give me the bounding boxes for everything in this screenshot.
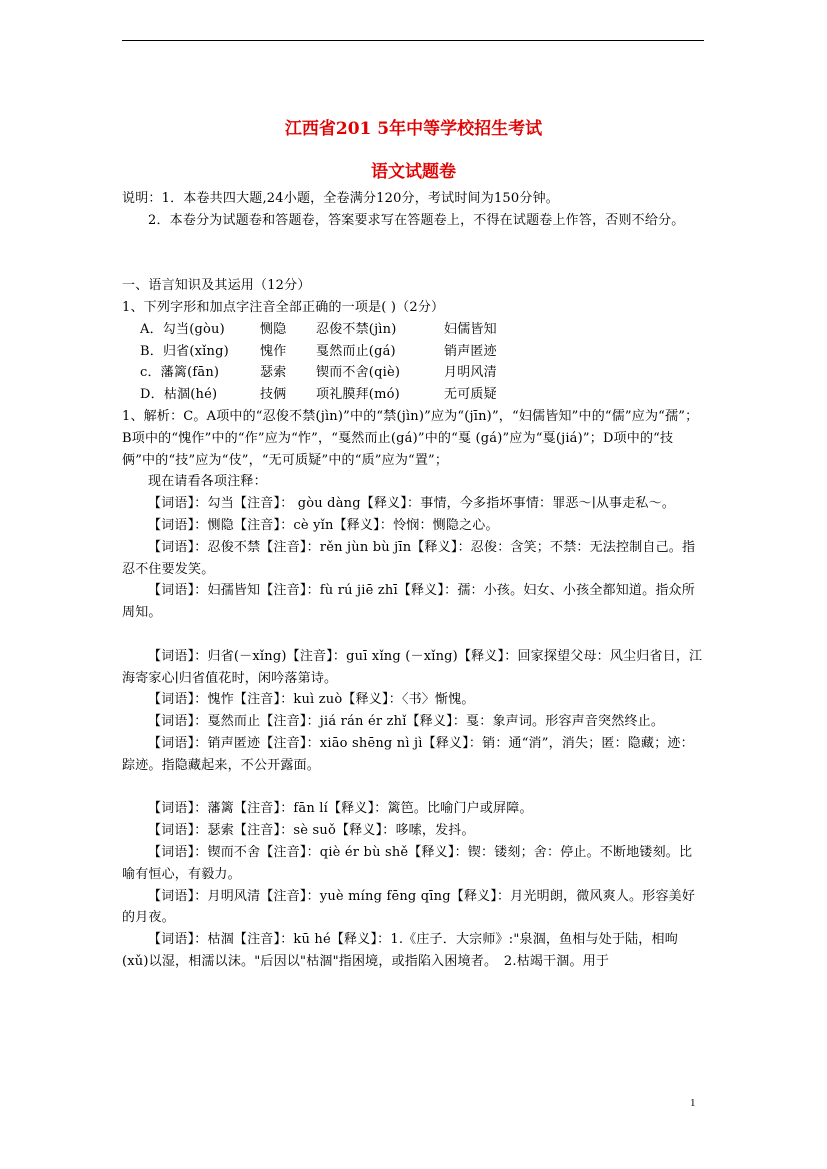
note-item: 【词语】：忍俊不禁【注音】：rěn jùn bù jīn【释义】：忍俊：含笑；不禁：无法控制自己。指忍不住要发笑。 [122,539,696,577]
question-1: 1、下列字形和加点字注音全部正确的一项是( )（2分） [122,299,445,315]
note-item: 【词语】：归省(－xǐng)【注音】：guī xǐng (－xǐng)【释义】：回家探望父母：风尘归省日，江海寄家心∣归省值花时，闲吟落第诗。 [122,648,703,686]
note-item: 【词语】：藩篱【注音】：fān lí【释义】：篱笆。比喻门户或屏障。 [148,801,533,817]
note-item: 【词语】：枯涸【注音】：kū hé【释义】：1.《庄子．大宗师》:"泉涸，鱼相与处于陆，相呴(xǔ)以湿，相濡以沫。"后因以"枯涸"指困境，或指陷入困境者。 2.枯竭干涸。用于 [122,932,678,969]
instruction-1: 说明：1．本卷共四大题,24小题，全卷满分120分，考试时间为150分钟。 [122,191,559,206]
note-item: 【词语】：妇孺皆知【注音】：fù rú jiē zhī【释义】：孺：小孩。妇女、小孩全都知道。指众所周知。 [122,583,695,621]
header-rule [122,40,704,41]
spacer [122,777,704,799]
option-b: B．归省(xǐng) 愧作 戛然而止(gá) 销声匿迹 [140,343,497,359]
document-body [122,188,704,973]
note-item: 【词语】：锲而不舍【注音】：qiè ér bù shě【释义】：锲：镂刻；舍：停止。不断地镂刻。比喻有恒心，有毅力。 [122,844,693,882]
note-item: 【词语】：恻隐【注音】：cè yǐn【释义】：怜悯：恻隐之心。 [148,517,499,533]
page-number: 1 [690,1097,696,1109]
notes-lead: 现在请看各项注释： [148,474,267,490]
instruction-2: 2．本卷分为试题卷和答题卷，答案要求写在答题卷上，不得在试题卷上作答，否则不给分。 [148,212,685,228]
spacer [122,232,704,276]
page-subtitle: 语文试题卷 [371,162,456,182]
spacer [122,624,704,646]
note-item: 【词语】：月明风清【注音】：yuè míng fēng qīng【释义】：月光明朗，微风爽人。形容美好的月夜。 [122,888,696,926]
note-item: 【词语】：勾当【注音】： gòu dàng【释义】：事情，今多指坏事情：罪恶～∣从事走私～。 [148,496,676,512]
note-item: 【词语】：戛然而止【注音】：jiá rán ér zhǐ【释义】：戛：象声词。形容声音突然终止。 [148,714,665,730]
option-c: c．藩篱(fān) 瑟索 锲而不舍(qiè) 月明风清 [140,365,497,381]
analysis: 1、解析：C。A项中的“忍俊不禁(jìn)”中的“禁(jìn)”应为“(jīn)”，“妇儒皆知”中的“儒”应为“孺”；B项中的“愧作”中的“作”应为“怍”，“戛然而止(gá)”中的“戛 (gá)”应为“戛(jiá)”；D项中的“技俩”中的“技”应为“伎”，“无可质疑”中的“质”应为“置”； [122,408,699,468]
page-title: 江西省201 5年中等学校招生考试 [284,119,543,139]
section-heading: 一、语言知识及其运用（12分） [122,278,311,294]
option-a: A．勾当(gòu) 恻隐 忍俊不禁(jìn) 妇儒皆知 [140,321,497,337]
note-item: 【词语】：瑟索【注音】：sè suǒ【释义】：哆嗦，发抖。 [148,823,475,839]
note-item: 【词语】：愧怍【注音】：kuì zuò【释义】：〈书〉惭愧。 [148,692,475,708]
option-d: D．枯涸(hé) 技俩 项礼膜拜(mó) 无可质疑 [140,387,497,403]
note-item: 【词语】：销声匿迹【注音】：xiāo shēng nì jì【释义】：销：通“消”，消失；匿：隐藏；迹：踪迹。指隐藏起来，不公开露面。 [122,735,694,773]
